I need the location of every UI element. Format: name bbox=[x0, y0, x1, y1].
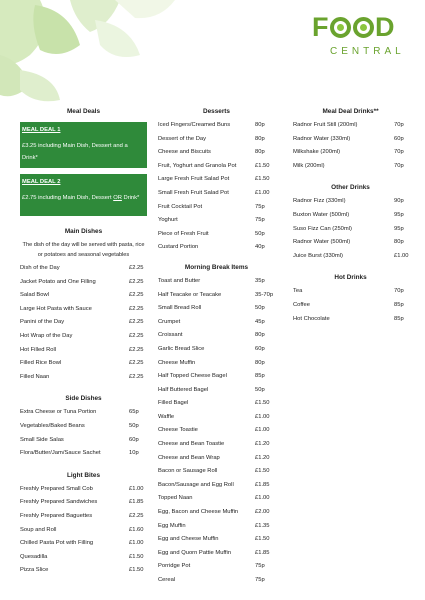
menu-item bbox=[158, 560, 275, 574]
menu-item-name: Cheese and Bean Wrap bbox=[158, 454, 220, 461]
menu-item bbox=[158, 506, 275, 520]
menu-item bbox=[158, 424, 275, 438]
menu-item-name: Bacon or Sausage Roll bbox=[158, 468, 218, 475]
meal-deal-2-text: £2.75 including Main Dish, Dessert OR Drink* bbox=[22, 195, 140, 201]
menu-item-name: Chilled Pasta Pot with Filling bbox=[20, 540, 94, 547]
menu-item-price: £2.25 bbox=[129, 512, 144, 519]
menu-item bbox=[158, 275, 275, 289]
morning-break-list bbox=[158, 275, 275, 588]
menu-item bbox=[20, 371, 147, 385]
menu-item bbox=[158, 173, 275, 187]
meal-deal-2 bbox=[20, 174, 147, 216]
menu-item-price: £1.00 bbox=[394, 252, 409, 259]
menu-item-name: Radnor Fizz (330ml) bbox=[293, 198, 346, 205]
menu-item-price: 75p bbox=[255, 563, 265, 570]
section-title-meal-deals: Meal Deals bbox=[66, 108, 101, 115]
menu-item-name: Vegetables/Baked Beans bbox=[20, 422, 85, 429]
menu-item-name: Croissant bbox=[158, 332, 183, 339]
menu-item-price: £1.00 bbox=[255, 495, 270, 502]
menu-item bbox=[158, 574, 275, 588]
menu-item-price: £1.20 bbox=[255, 454, 270, 461]
menu-item-price: £2.00 bbox=[255, 509, 270, 516]
other-drinks-list bbox=[293, 195, 408, 263]
main-dishes-list bbox=[20, 262, 147, 384]
menu-item-name: Filled Bagel bbox=[158, 400, 189, 407]
menu-item-name: Half Topped Cheese Bagel bbox=[158, 373, 227, 380]
leaf-decoration bbox=[0, 0, 200, 110]
menu-item bbox=[158, 411, 275, 425]
menu-item bbox=[293, 223, 408, 237]
menu-item bbox=[158, 302, 275, 316]
logo-subtitle: CENTRAL bbox=[330, 46, 405, 57]
menu-item-name: Freshly Prepared Sandwiches bbox=[20, 499, 98, 506]
menu-item-price: £2.25 bbox=[129, 346, 144, 353]
menu-item-price: 85p bbox=[394, 315, 404, 322]
menu-item-price: £1.85 bbox=[255, 549, 270, 556]
section-title-desserts: Desserts bbox=[202, 108, 230, 115]
menu-item-name: Cheese and Bean Toastie bbox=[158, 441, 225, 448]
menu-item bbox=[158, 343, 275, 357]
menu-item-name: Freshly Prepared Baguettes bbox=[20, 512, 93, 519]
menu-item-price: 60p bbox=[394, 135, 404, 142]
menu-item-name: Radnor Water (500ml) bbox=[293, 239, 351, 246]
menu-item bbox=[293, 160, 408, 174]
menu-item-price: £1.50 bbox=[129, 553, 144, 560]
menu-item bbox=[20, 496, 147, 510]
meal-deal-1 bbox=[20, 122, 147, 168]
menu-item-price: £1.50 bbox=[255, 400, 270, 407]
menu-item-name: Buxton Water (500ml) bbox=[293, 211, 350, 218]
menu-item-name: Radnor Water (330ml) bbox=[293, 135, 351, 142]
section-title-main-dishes: Main Dishes bbox=[64, 228, 103, 235]
menu-item bbox=[158, 289, 275, 303]
menu-item-name: Hot Chocolate bbox=[293, 315, 330, 322]
hot-drinks-list bbox=[293, 285, 408, 326]
menu-item-price: 70p bbox=[394, 162, 404, 169]
menu-item bbox=[158, 479, 275, 493]
menu-item-price: £1.35 bbox=[255, 522, 270, 529]
menu-item-price: £2.25 bbox=[129, 360, 144, 367]
menu-item-name: Cereal bbox=[158, 577, 176, 583]
menu-item-name: Cheese Muffin bbox=[158, 359, 196, 366]
right-column bbox=[293, 106, 408, 326]
menu-item bbox=[158, 119, 275, 133]
menu-item-name: Large Fresh Fruit Salad Pot bbox=[158, 176, 230, 183]
menu-item-price: £1.00 bbox=[255, 427, 270, 434]
menu-item-price: 85p bbox=[255, 373, 265, 380]
menu-item bbox=[158, 241, 275, 255]
menu-item-name: Half Teacake or Teacake bbox=[158, 291, 222, 298]
menu-item-price: 40p bbox=[255, 244, 265, 251]
menu-item-name: Egg Muffin bbox=[158, 522, 186, 529]
menu-item-price: £2.25 bbox=[129, 332, 144, 339]
menu-item bbox=[20, 524, 147, 538]
menu-item-price: £1.00 bbox=[129, 485, 144, 492]
menu-item-price: 70p bbox=[394, 288, 404, 295]
menu-item bbox=[158, 465, 275, 479]
menu-item-price: 35p bbox=[255, 277, 265, 284]
menu-item-name: Suso Fizz Can (250ml) bbox=[293, 225, 352, 232]
menu-item-price: 90p bbox=[394, 198, 404, 205]
menu-item bbox=[20, 357, 147, 371]
menu-item-price: 80p bbox=[255, 122, 265, 128]
section-title-other-drinks: Other Drinks bbox=[331, 184, 370, 192]
menu-item-price: £2.25 bbox=[129, 265, 144, 271]
desserts-list bbox=[158, 119, 275, 255]
logo-wordmark: F D bbox=[312, 12, 395, 42]
menu-item bbox=[158, 316, 275, 330]
menu-item-name: Garlic Bread Slice bbox=[158, 345, 205, 352]
menu-item bbox=[20, 447, 147, 461]
menu-item-name: Egg, Bacon and Cheese Muffin bbox=[158, 509, 239, 516]
menu-item-price: £2.25 bbox=[129, 319, 144, 326]
menu-item-name: Dish of the Day bbox=[20, 265, 60, 271]
menu-item-price: £2.25 bbox=[129, 305, 144, 312]
menu-item-price: 85p bbox=[394, 301, 404, 308]
menu-item-name: Half Buttered Bagel bbox=[158, 386, 209, 393]
menu-item-price: £1.60 bbox=[129, 526, 144, 533]
menu-item bbox=[20, 537, 147, 551]
menu-item bbox=[20, 483, 147, 497]
menu-item-price: 70p bbox=[394, 122, 404, 128]
menu-item bbox=[158, 201, 275, 215]
menu-item bbox=[20, 406, 147, 420]
section-title-hot-drinks: Hot Drinks bbox=[334, 274, 367, 282]
menu-item bbox=[158, 357, 275, 371]
section-title-morning-break: Morning Break Items bbox=[184, 263, 249, 271]
light-bites-list bbox=[20, 483, 147, 578]
menu-item-name: Quesadilla bbox=[20, 553, 48, 560]
menu-item-price: £1.50 bbox=[129, 567, 144, 574]
menu-item-name: Salad Bowl bbox=[20, 292, 50, 299]
menu-item-name: Panini of the Day bbox=[20, 319, 65, 326]
menu-item-name: Cheese Toastie bbox=[158, 427, 198, 434]
menu-item-price: 80p bbox=[255, 149, 265, 156]
menu-item bbox=[158, 329, 275, 343]
menu-item-price: 95p bbox=[394, 225, 404, 232]
menu-item bbox=[158, 370, 275, 384]
menu-item-price: 35-70p bbox=[255, 291, 274, 298]
menu-item-name: Iced Fingers/Creamed Buns bbox=[158, 122, 231, 128]
menu-item-price: 60p bbox=[255, 345, 265, 352]
main-dishes-description: The dish of the day will be served with pasta, rice or potatoes and seasonal vegetables bbox=[22, 242, 145, 258]
menu-item-price: 75p bbox=[255, 203, 265, 210]
menu-item-price: 70p bbox=[394, 149, 404, 156]
menu-item-name: Cheese and Biscuits bbox=[158, 149, 211, 156]
menu-item-name: Radnor Fruit Still (200ml) bbox=[293, 122, 358, 128]
menu-item-name: Custard Portion bbox=[158, 244, 199, 251]
menu-item bbox=[158, 160, 275, 174]
menu-item-name: Tea bbox=[293, 288, 303, 295]
menu-item-name: Piece of Fresh Fruit bbox=[158, 230, 209, 237]
menu-item-price: 50p bbox=[255, 230, 265, 237]
section-title-side-dishes: Side Dishes bbox=[65, 395, 102, 403]
menu-item-price: 50p bbox=[129, 422, 139, 429]
menu-item bbox=[158, 228, 275, 242]
menu-item bbox=[293, 146, 408, 160]
menu-item-name: Extra Cheese or Tuna Portion bbox=[20, 409, 97, 416]
menu-item-name: Porridge Pot bbox=[158, 563, 191, 570]
menu-item-name: Flora/Butter/Jam/Sauce Sachet bbox=[20, 450, 101, 457]
menu-item-price: £1.50 bbox=[255, 176, 270, 183]
menu-item bbox=[158, 146, 275, 160]
middle-column bbox=[158, 106, 275, 588]
food-central-logo bbox=[312, 14, 416, 66]
menu-item-name: Yoghurt bbox=[158, 217, 178, 224]
meal-deal-1-text: £3.25 including Main Dish, Dessert and a Drink* bbox=[22, 143, 128, 161]
menu-item-name: Crumpet bbox=[158, 318, 181, 325]
menu-item-name: Large Hot Pasta with Sauce bbox=[20, 305, 92, 312]
menu-item-name: Freshly Prepared Small Cob bbox=[20, 485, 93, 492]
menu-item-price: 45p bbox=[255, 318, 265, 325]
menu-item-price: £1.85 bbox=[129, 499, 144, 506]
menu-item bbox=[293, 299, 408, 313]
menu-item-price: £2.25 bbox=[129, 373, 144, 380]
menu-item bbox=[158, 547, 275, 561]
menu-item bbox=[293, 133, 408, 147]
menu-item-name: Hot Wrap of the Day bbox=[20, 332, 73, 339]
menu-item bbox=[20, 344, 147, 358]
menu-item-name: Topped Naan bbox=[158, 495, 193, 502]
menu-item-price: 80p bbox=[255, 135, 265, 142]
menu-item bbox=[158, 214, 275, 228]
menu-item-name: Fruit Cocktail Pot bbox=[158, 203, 203, 210]
menu-item-name: Soup and Roll bbox=[20, 526, 57, 533]
menu-item-price: £1.85 bbox=[255, 481, 270, 488]
menu-item-price: £1.00 bbox=[255, 413, 270, 420]
menu-item-price: 60p bbox=[129, 436, 139, 443]
menu-item-price: 65p bbox=[129, 409, 139, 416]
menu-item-name: Small Bread Roll bbox=[158, 305, 202, 312]
menu-item bbox=[293, 285, 408, 299]
menu-item-name: Coffee bbox=[293, 301, 310, 308]
menu-item bbox=[158, 133, 275, 147]
menu-item-price: 80p bbox=[255, 359, 265, 366]
menu-item-price: 75p bbox=[255, 217, 265, 224]
menu-item-name: Milkshake (200ml) bbox=[293, 149, 341, 156]
menu-item bbox=[20, 510, 147, 524]
meal-deal-1-title: MEAL DEAL 1 bbox=[22, 127, 61, 133]
menu-item bbox=[20, 551, 147, 565]
menu-item bbox=[20, 316, 147, 330]
section-title-light-bites: Light Bites bbox=[66, 471, 101, 479]
menu-item-name: Small Fresh Fruit Salad Pot bbox=[158, 189, 229, 196]
menu-item bbox=[20, 262, 147, 276]
menu-item-price: £1.50 bbox=[255, 162, 270, 169]
menu-item-price: 80p bbox=[394, 239, 404, 246]
section-title-meal-deal-drinks: Meal Deal Drinks** bbox=[322, 108, 379, 115]
menu-item bbox=[293, 250, 408, 264]
menu-item-name: Milk (200ml) bbox=[293, 162, 325, 169]
menu-item bbox=[158, 438, 275, 452]
menu-item bbox=[293, 236, 408, 250]
menu-item-price: 95p bbox=[394, 211, 404, 218]
menu-item-price: £2.25 bbox=[129, 292, 144, 299]
menu-item bbox=[158, 533, 275, 547]
menu-item bbox=[20, 276, 147, 290]
menu-item-price: 50p bbox=[255, 305, 265, 312]
meal-deal-drinks-list bbox=[293, 119, 408, 173]
menu-item-name: Filled Naan bbox=[20, 373, 50, 380]
menu-item-name: Toast and Butter bbox=[158, 277, 201, 284]
menu-item-price: 75p bbox=[255, 577, 265, 583]
menu-item-name: Juice Burst (330ml) bbox=[293, 252, 343, 259]
menu-item-name: Fruit, Yoghurt and Granola Pot bbox=[158, 162, 237, 169]
menu-item bbox=[158, 397, 275, 411]
menu-item-name: Waffle bbox=[158, 413, 175, 420]
menu-item-name: Hot Filled Roll bbox=[20, 346, 57, 353]
menu-item-name: Egg and Cheese Muffin bbox=[158, 536, 219, 543]
menu-item bbox=[158, 187, 275, 201]
menu-item-name: Filled Rice Bowl bbox=[20, 360, 62, 367]
menu-item-name: Bacon/Sausage and Egg Roll bbox=[158, 481, 234, 488]
menu-item-price: £1.00 bbox=[255, 189, 270, 196]
menu-item-name: Jacket Potato and One Filling bbox=[20, 278, 96, 285]
menu-item bbox=[293, 209, 408, 223]
meal-deal-2-title: MEAL DEAL 2 bbox=[22, 179, 61, 185]
menu-item-name: Small Side Salas bbox=[20, 436, 64, 443]
menu-item bbox=[20, 434, 147, 448]
left-column bbox=[20, 106, 147, 578]
menu-item bbox=[20, 420, 147, 434]
menu-item bbox=[20, 564, 147, 578]
menu-item-price: £1.20 bbox=[255, 441, 270, 448]
menu-item bbox=[20, 303, 147, 317]
menu-item-name: Dessert of the Day bbox=[158, 135, 207, 142]
side-dishes-list bbox=[20, 406, 147, 460]
menu-item-price: £1.00 bbox=[129, 540, 144, 547]
menu-item-price: £1.50 bbox=[255, 536, 270, 543]
menu-item bbox=[158, 384, 275, 398]
menu-item-name: Pizza Slice bbox=[20, 567, 49, 574]
menu-item bbox=[293, 119, 408, 133]
menu-item-price: 50p bbox=[255, 386, 265, 393]
menu-item-name: Egg and Quorn Pattie Muffin bbox=[158, 549, 232, 556]
menu-item bbox=[158, 520, 275, 534]
menu-item bbox=[20, 289, 147, 303]
menu-item-price: £2.25 bbox=[129, 278, 144, 285]
menu-item-price: £1.50 bbox=[255, 468, 270, 475]
menu-item bbox=[20, 330, 147, 344]
menu-item bbox=[158, 492, 275, 506]
menu-item-price: 10p bbox=[129, 450, 139, 457]
menu-item bbox=[158, 452, 275, 466]
menu-item bbox=[293, 195, 408, 209]
menu-item bbox=[293, 313, 408, 327]
menu-item-price: 80p bbox=[255, 332, 265, 339]
